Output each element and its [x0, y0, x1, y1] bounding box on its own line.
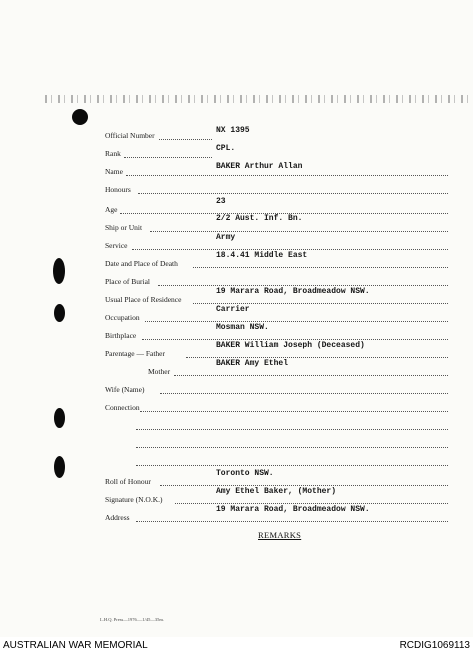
- place-burial-rule: [158, 285, 448, 286]
- record-id: RCDIG1069113: [399, 640, 470, 651]
- roll-honour-label: Roll of Honour: [105, 477, 151, 486]
- father-value: BAKER William Joseph (Deceased): [216, 341, 365, 350]
- wife-rule: [160, 393, 448, 394]
- service-rule: [132, 249, 448, 250]
- punch-hole-top: [72, 109, 88, 125]
- wife-label: Wife (Name): [105, 385, 145, 394]
- signature-value: Amy Ethel Baker, (Mother): [216, 487, 337, 496]
- name-label: Name: [105, 167, 123, 176]
- date-place-death-rule: [193, 267, 448, 268]
- punch-hole-left-4: [54, 456, 65, 478]
- punch-hole-left-2: [54, 304, 65, 322]
- date-place-death-label: Date and Place of Death: [105, 259, 178, 268]
- roll-honour-value: Toronto NSW.: [216, 469, 274, 478]
- ship-unit-value: 2/2 Aust. Inf. Bn.: [216, 214, 303, 223]
- age-label: Age: [105, 205, 118, 214]
- place-burial-label: Place of Burial: [105, 277, 150, 286]
- date-place-death-value: 18.4.41 Middle East: [216, 251, 308, 260]
- occupation-rule: [145, 321, 448, 322]
- birthplace-value: Mosman NSW.: [216, 323, 269, 332]
- connection-rule-2: [136, 429, 448, 430]
- official-number-value: NX 1395: [216, 126, 250, 135]
- connection-rule-4: [136, 465, 448, 466]
- honours-rule: [138, 193, 448, 194]
- footer-bar: [0, 637, 473, 654]
- birthplace-label: Birthplace: [105, 331, 137, 340]
- rank-rule: [124, 157, 212, 158]
- usual-residence-label: Usual Place of Residence: [105, 295, 182, 304]
- ship-unit-label: Ship or Unit: [105, 223, 143, 232]
- roll-honour-rule: [160, 485, 448, 486]
- birthplace-rule: [142, 339, 448, 340]
- address-value: 19 Marara Road, Broadmeadow NSW.: [216, 505, 370, 514]
- signature-label: Signature (N.O.K.): [105, 495, 163, 504]
- age-value: 23: [216, 197, 226, 206]
- service-value: Army: [216, 233, 236, 242]
- usual-residence-rule: [193, 303, 448, 304]
- connection-rule-3: [136, 447, 448, 448]
- parentage-father-label: Parentage — Father: [105, 349, 165, 358]
- official-number-label: Official Number: [105, 131, 155, 140]
- usual-residence-value: 19 Marara Road, Broadmeadow NSW.: [216, 287, 370, 296]
- official-number-rule: [159, 139, 212, 140]
- address-rule: [136, 521, 448, 522]
- ship-unit-rule: [150, 231, 448, 232]
- scan-edge-noise: [45, 95, 473, 103]
- mother-label: Mother: [148, 367, 171, 376]
- name-rule: [126, 175, 448, 176]
- punch-hole-left-3: [54, 408, 65, 428]
- mother-value: BAKER Amy Ethel: [216, 359, 289, 368]
- remarks-heading: REMARKS: [258, 530, 302, 540]
- occupation-label: Occupation: [105, 313, 140, 322]
- printer-imprint: L.H.Q. Press—1976.—1/45—35m.: [100, 617, 164, 622]
- name-value: BAKER Arthur Allan: [216, 162, 303, 171]
- service-label: Service: [105, 241, 128, 250]
- institution-name: AUSTRALIAN WAR MEMORIAL: [3, 640, 148, 651]
- address-label: Address: [105, 513, 130, 522]
- honours-label: Honours: [105, 185, 131, 194]
- occupation-value: Carrier: [216, 305, 250, 314]
- connection-rule-1: [140, 411, 448, 412]
- signature-rule: [175, 503, 448, 504]
- rank-value: CPL.: [216, 144, 236, 153]
- connection-label: Connection: [105, 403, 140, 412]
- mother-rule: [174, 375, 448, 376]
- rank-label: Rank: [105, 149, 121, 158]
- punch-hole-left-1: [53, 258, 65, 284]
- parentage-father-rule: [186, 357, 448, 358]
